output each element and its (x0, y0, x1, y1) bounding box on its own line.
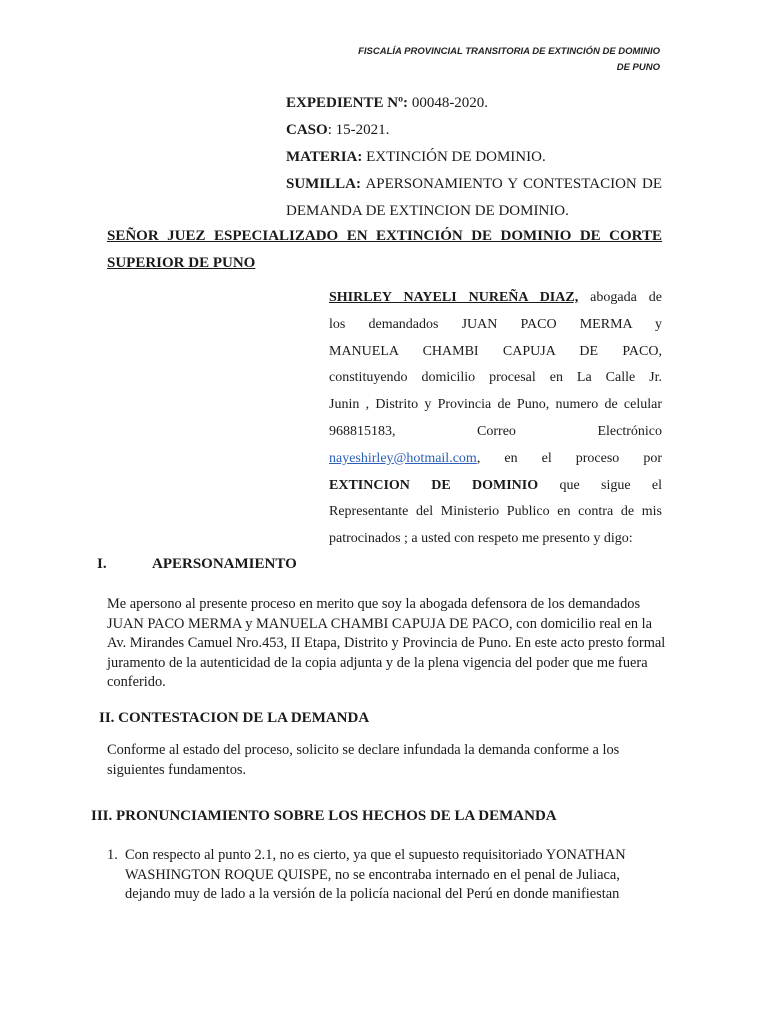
sumilla-value: APERSONAMIENTO Y CONTESTACION DE DEMANDA DE EXTINCION DE DOMINIO. (286, 176, 662, 219)
caso-value: : 15-2021. (327, 122, 390, 138)
party-line: los demandados JUAN PACO MERMA y (329, 316, 662, 332)
materia-line (286, 144, 662, 171)
office-header (330, 44, 660, 76)
list-item-text: Con respecto al punto 2.1, no es cierto, ya que el supuesto requisitoriado YONATHAN WASHINGTON ROQUE QUISPE, no se encontraba internado en el penal de Juliaca, dejando muy de lado a la versión de la policía nacional del Perú en donde manifiestan (125, 847, 626, 903)
party-line: patrocinados ; a usted con respeto me presento y digo: (329, 531, 633, 547)
party-line (329, 446, 662, 473)
section-heading-contestacion: II. CONTESTACION DE LA DEMANDA (99, 710, 370, 726)
paragraph-contestacion: Conforme al estado del proceso, solicito se declare infundada la demanda conforme a los siguientes fundamentos. (107, 742, 620, 778)
addressee-line1: SEÑOR JUEZ ESPECIALIZADO EN EXTINCIÓN DE DOMINIO DE CORTE (107, 228, 662, 244)
party-line (329, 473, 662, 500)
expediente-label: EXPEDIENTE Nº: (286, 95, 409, 111)
paragraph-apersonamiento: Me apersono al presente proceso en merito que soy la abogada defensora de los demandados JUAN PACO MERMA y MANUELA CHAMBI CAPUJA DE PACO, con domicilio real en la Av. Mirandes Camuel Nro.453, II Etapa, Distrito y Provincia de Puno. En este acto presto formal juramento de la autenticidad de la copia adjunta y de la plena vigencia del poder que me fuera conferido. (107, 596, 666, 691)
office-header-line2: DE PUNO (616, 62, 660, 73)
section-heading-apersonamiento (97, 556, 297, 573)
sumilla-line (286, 171, 662, 225)
caso-line (286, 117, 662, 144)
list-item (107, 846, 667, 905)
addressee (107, 223, 662, 277)
party-intro (329, 285, 662, 553)
party-text: que sigue el (538, 477, 662, 493)
party-line: Representante del Ministerio Publico en contra de mis (329, 504, 662, 520)
sumilla-label: SUMILLA: (286, 176, 362, 192)
expediente-value: 00048-2020. (408, 95, 489, 111)
party-text: , en el proceso por (476, 450, 662, 466)
section-number: I. (97, 556, 107, 572)
materia-label: MATERIA: (286, 149, 363, 165)
materia-value: EXTINCIÓN DE DOMINIO. (362, 149, 546, 165)
party-line: Junin , Distrito y Provincia de Puno, numero de celular (329, 397, 662, 413)
section-title: APERSONAMIENTO (152, 556, 297, 572)
list-item-number: 1. (107, 847, 118, 863)
lawyer-name: SHIRLEY NAYELI NUREÑA DIAZ, (329, 290, 579, 305)
party-line (329, 285, 662, 312)
party-line: MANUELA CHAMBI CAPUJA DE PACO, (329, 343, 662, 359)
addressee-line2: SUPERIOR DE PUNO (107, 255, 256, 271)
party-line: constituyendo domicilio procesal en La Calle Jr. (329, 370, 662, 386)
office-header-line1: FISCALÍA PROVINCIAL TRANSITORIA DE EXTINCIÓN DE DOMINIO (358, 46, 660, 57)
caso-label: CASO (286, 122, 328, 138)
case-metadata (286, 90, 662, 225)
expediente-line (286, 90, 662, 117)
section-heading-pronunciamiento: III. PRONUNCIAMIENTO SOBRE LOS HECHOS DE LA DEMANDA (91, 808, 557, 824)
email-link[interactable]: nayeshirley@hotmail.com (329, 450, 477, 466)
proceso-name: EXTINCION DE DOMINIO (329, 477, 539, 493)
party-text: abogada de (578, 290, 662, 305)
party-line: 968815183, Correo Electrónico (329, 423, 662, 439)
